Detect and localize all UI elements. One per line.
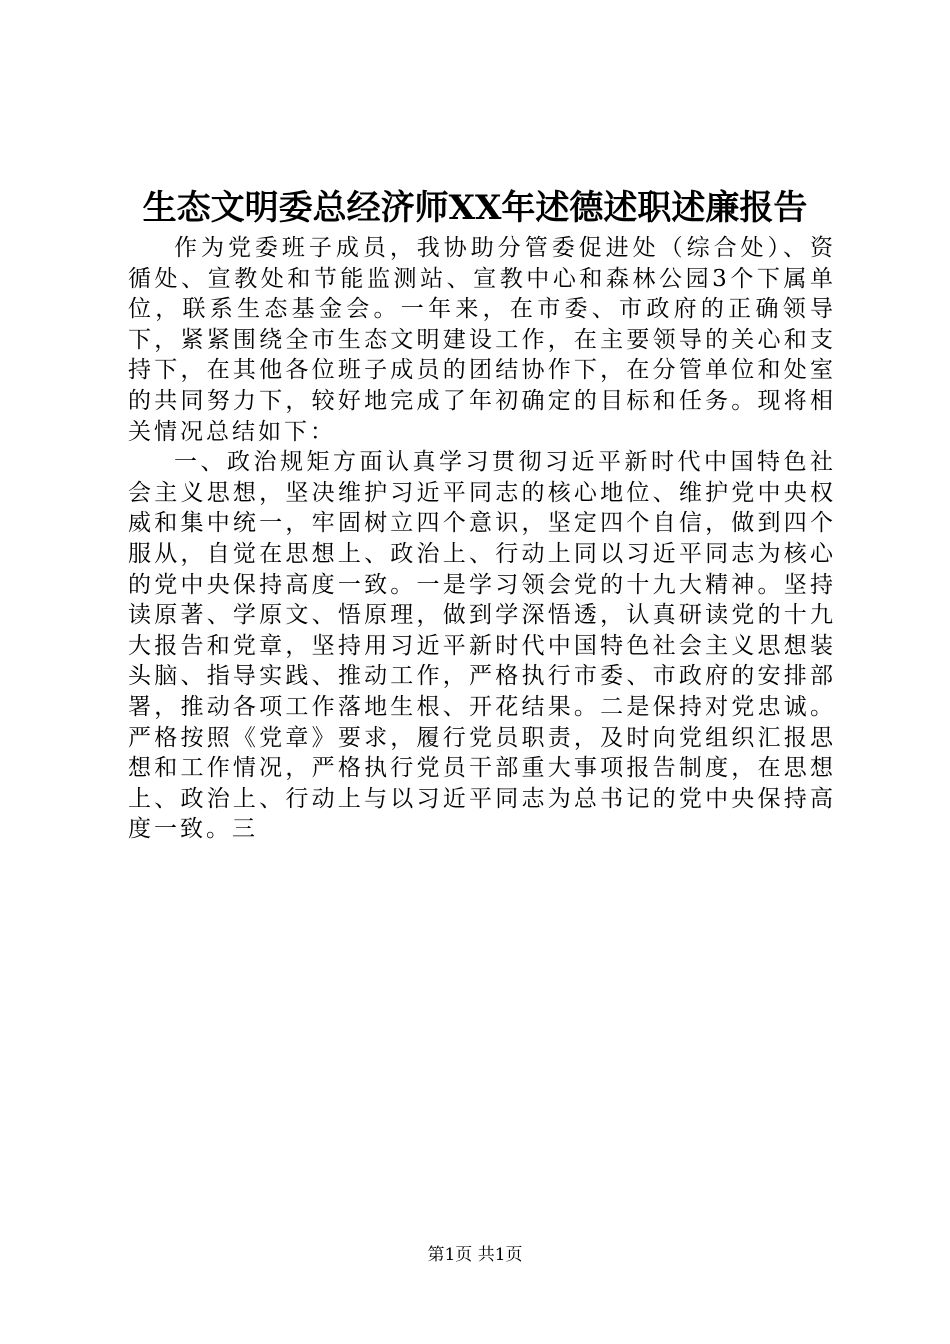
body-paragraph-politics: 一、政治规矩方面认真学习贯彻习近平新时代中国特色社会主义思想，坚决维护习近平同志的核心地位、维护党中央权威和集中统一，牢固树立四个意识，坚定四个自信，做到四个服从，自觉在思想上、政治上、行动上同以习近平同志为核心的党中央保持高度一致。一是学习领会党的十九大精神。坚持读原著、学原文、悟原理，做到学深悟透，认真研读党的十九大报告和党章，坚持用习近平新时代中国特色社会主义思想装头脑、指导实践、推动工作，严格执行市委、市政府的安排部署，推动各项工作落地生根、开花结果。二是保持对党忠诚。严格按照《党章》要求，履行党员职责，及时向党组织汇报思想和工作情况，严格执行党员干部重大事项报告制度，在思想上、政治上、行动上与以习近平同志为总书记的党中央保持高度一致。三 [128,449,836,843]
body-paragraph-intro: 作为党委班子成员，我协助分管委促进处（综合处）、资循处、宣教处和节能监测站、宣教中心和森林公园3个下属单位，联系生态基金会。一年来，在市委、市政府的正确领导下，紧紧围绕全市生态文明建设工作，在主要领导的关心和支持下，在其他各位班子成员的团结协作下，在分管单位和处室的共同努力下，较好地完成了年初确定的目标和任务。现将相关情况总结如下： [128,235,836,445]
page-number: 第1页 共1页 [427,1245,523,1265]
document-title: 生态文明委总经济师XX年述德述职述廉报告 [142,188,808,228]
document-body [128,233,836,845]
